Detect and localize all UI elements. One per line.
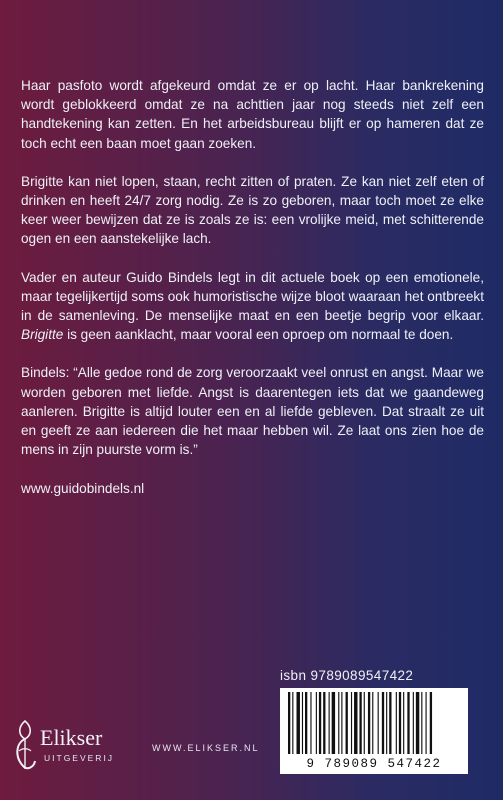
elikser-emblem-icon (10, 717, 40, 773)
publisher-logo (10, 715, 150, 775)
publisher-name: Elikser (40, 725, 103, 750)
paragraph-1: Haar pasfoto wordt afgekeurd omdat ze er op lacht. Haar bankrekening wordt geblokkeerd omdat ze na achttien jaar nog steeds niet zelf een handtekening kan zetten. En het arbeidsbureau blijft er op hameren dat ze toch echt een baan moet gaan zoeken. (21, 78, 484, 151)
barcode-bars-icon (280, 688, 468, 758)
publisher-subtitle: UITGEVERIJ (44, 753, 115, 763)
paragraph-3 (21, 268, 484, 345)
paragraph-3-main: Vader en auteur Guido Bindels legt in dit actuele boek op een emotionele, maar tegelijkertijd soms ook humoristische wijze bloot waaraan het ontbreekt in de samenleving. De menselijke maat en een beetje begrip voor elkaar. (21, 269, 484, 324)
barcode-digits: 9 789089 547422 (280, 754, 468, 774)
isbn-label: isbn 9789089547422 (280, 668, 414, 683)
back-cover-text (21, 76, 484, 499)
paragraph-2: Brigitte kan niet lopen, staan, recht zitten of praten. Ze kan niet zelf eten of drinken en heeft 24/7 zorg nodig. Ze is zo geboren, maar toch moet ze elke keer weer bewijzen dat ze is zoals ze is: een vrolijke meid, met schitterende ogen en een aanstekelijke lach. (21, 173, 484, 247)
paragraph-4: Bindels: “Alle gedoe rond de zorg veroorzaakt veel onrust en angst. Maar we worden geboren met liefde. Angst is daarentegen iets dat we gaandeweg aanleren. Brigitte is altijd louter een en al liefde gebleven. Dat straalt ze uit en geeft ze aan iedereen die het maar hebben wil. Ze laat ons zien hoe de mens in zijn puurste vorm is.” (21, 365, 484, 458)
barcode (280, 688, 468, 774)
paragraph-3-tail: is geen aanklacht, maar vooral een oproep om normaal te doen. (63, 327, 454, 343)
author-website[interactable]: www.guidobindels.nl (21, 481, 145, 497)
book-title-italic: Brigitte (21, 327, 64, 343)
publisher-website[interactable]: WWW.ELIKSER.NL (152, 743, 260, 753)
